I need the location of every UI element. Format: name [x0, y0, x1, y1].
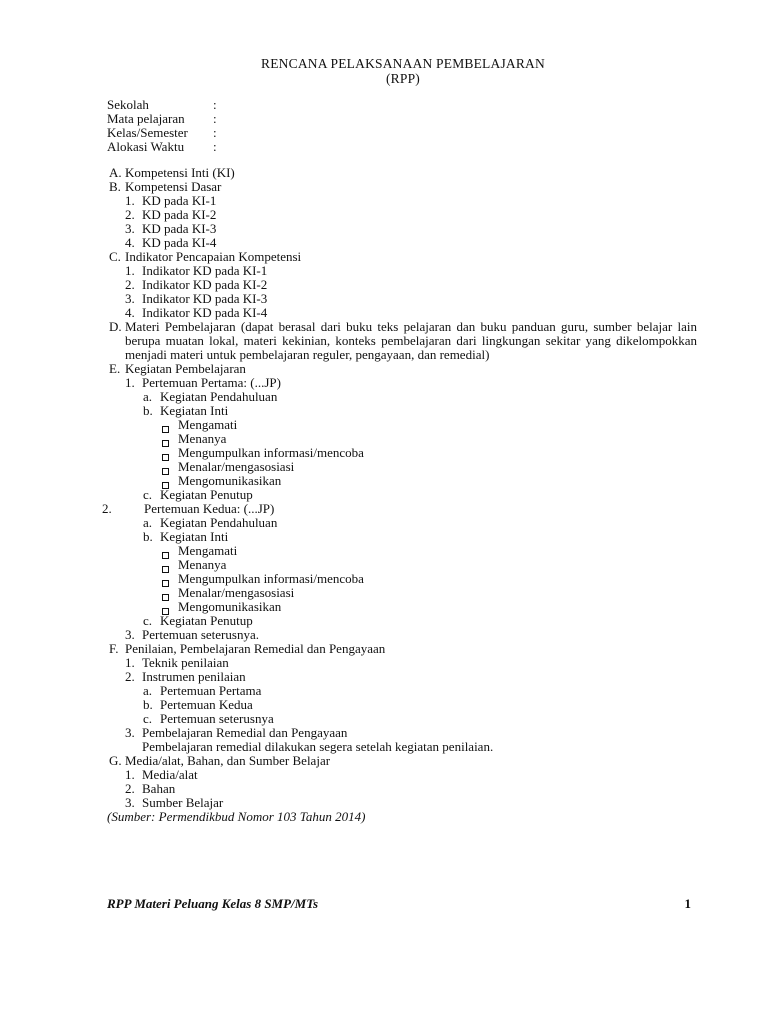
identity-row — [107, 112, 697, 126]
step-item — [107, 418, 697, 432]
item-text: KD pada KI-3 — [142, 221, 217, 236]
footer-text: RPP Materi Peluang Kelas 8 SMP/MTs — [107, 896, 319, 911]
item-text: Teknik penilaian — [142, 655, 229, 670]
page-number: 1 — [684, 896, 691, 911]
step-item — [107, 558, 697, 572]
section-marker: E. — [109, 361, 121, 376]
item-marker: 1. — [125, 193, 135, 208]
step-item — [107, 572, 697, 586]
list-item — [107, 292, 697, 306]
item-text: Indikator KD pada KI-1 — [142, 263, 268, 278]
page-footer — [107, 896, 691, 912]
list-item — [107, 236, 697, 250]
step-item — [107, 586, 697, 600]
identity-colon: : — [213, 125, 217, 140]
list-item — [107, 306, 697, 320]
section-marker: D. — [109, 319, 122, 334]
list-item — [107, 670, 697, 684]
sub-text: Kegiatan Pendahuluan — [160, 515, 278, 530]
sub-marker: a. — [143, 389, 153, 404]
sub-text: Kegiatan Penutup — [160, 487, 253, 502]
identity-label: Kelas/Semester — [107, 125, 188, 140]
sub-marker: a. — [143, 683, 153, 698]
section-heading: Kompetensi Inti (KI) — [125, 165, 235, 180]
item-text: Pembelajaran Remedial dan Pengayaan — [142, 725, 348, 740]
item-text: KD pada KI-2 — [142, 207, 217, 222]
step-item — [107, 474, 697, 488]
list-item — [107, 208, 697, 222]
sub-item — [107, 404, 697, 418]
identity-row — [107, 126, 697, 140]
item-marker: 1. — [125, 263, 135, 278]
section-marker: G. — [109, 753, 122, 768]
item-text: Instrumen penilaian — [142, 669, 246, 684]
list-item — [107, 222, 697, 236]
identity-label: Alokasi Waktu — [107, 139, 185, 154]
sub-item — [107, 530, 697, 544]
item-marker: 4. — [125, 305, 135, 320]
identity-row — [107, 140, 697, 154]
item-text: Indikator KD pada KI-3 — [142, 291, 268, 306]
item-text: Indikator KD pada KI-2 — [142, 277, 268, 292]
list-item — [107, 768, 697, 782]
sub-item — [107, 516, 697, 530]
identity-colon: : — [213, 139, 217, 154]
step-text: Menalar/mengasosiasi — [178, 585, 295, 600]
list-item — [107, 264, 697, 278]
item-marker: 1. — [125, 375, 135, 390]
section-paragraph: Materi Pembelajaran (dapat berasal dari buku teks pelajaran dan buku panduan guru, sumber belajar lain berupa muatan lokal, materi kekinian, konteks pembelajaran dari lingkungan sekitar yang dikelompokkan menjadi materi untuk pembelajaran reguler, pengayaan, dan remedial) — [125, 319, 697, 362]
step-text: Mengomunikasikan — [178, 599, 282, 614]
item-marker: 2. — [125, 207, 135, 222]
section-marker: A. — [109, 165, 122, 180]
section-e — [107, 362, 697, 376]
item-text: KD pada KI-1 — [142, 193, 217, 208]
list-item — [107, 194, 697, 208]
sub-marker: c. — [143, 487, 153, 502]
section-b — [107, 180, 697, 194]
section-marker: F. — [109, 641, 119, 656]
note-text: Pembelajaran remedial dilakukan segera setelah kegiatan penilaian. — [142, 739, 494, 754]
identity-label: Mata pelajaran — [107, 111, 185, 126]
item-marker: 3. — [125, 627, 135, 642]
item-text: Media/alat — [142, 767, 198, 782]
item-note — [107, 740, 697, 754]
item-marker: 3. — [125, 291, 135, 306]
step-item — [107, 432, 697, 446]
item-marker: 2. — [102, 501, 112, 516]
section-marker: C. — [109, 249, 121, 264]
source-text: (Sumber: Permendikbud Nomor 103 Tahun 2014) — [107, 809, 366, 824]
step-text: Mengomunikasikan — [178, 473, 282, 488]
sub-text: Kegiatan Inti — [160, 403, 229, 418]
item-text: Indikator KD pada KI-4 — [142, 305, 268, 320]
sub-item — [107, 390, 697, 404]
item-text: KD pada KI-4 — [142, 235, 217, 250]
item-marker: 2. — [125, 781, 135, 796]
step-text: Mengamati — [178, 417, 238, 432]
sub-marker: c. — [143, 711, 153, 726]
sub-marker: b. — [143, 697, 153, 712]
section-heading: Penilaian, Pembelajaran Remedial dan Pengayaan — [125, 641, 386, 656]
sub-text: Kegiatan Penutup — [160, 613, 253, 628]
sub-text: Pertemuan Pertama — [160, 683, 262, 698]
sub-text: Pertemuan Kedua — [160, 697, 253, 712]
list-item — [107, 726, 697, 740]
sub-item — [107, 712, 697, 726]
item-text: Bahan — [142, 781, 176, 796]
identity-row — [107, 98, 697, 112]
item-marker: 1. — [125, 767, 135, 782]
sub-marker: b. — [143, 403, 153, 418]
item-text: Pertemuan Kedua: (...JP) — [144, 501, 275, 516]
meeting-item — [107, 376, 697, 390]
sub-text: Kegiatan Pendahuluan — [160, 389, 278, 404]
list-item — [107, 796, 697, 810]
list-item — [107, 278, 697, 292]
section-a — [107, 166, 697, 180]
sub-item — [107, 614, 697, 628]
meeting-item — [107, 628, 697, 642]
sub-marker: c. — [143, 613, 153, 628]
item-text: Pertemuan seterusnya. — [142, 627, 259, 642]
step-item — [107, 544, 697, 558]
document-title: RENCANA PELAKSANAAN PEMBELAJARAN — [261, 56, 545, 71]
sub-marker: a. — [143, 515, 153, 530]
sub-item — [107, 698, 697, 712]
step-item — [107, 446, 697, 460]
item-marker: 2. — [125, 277, 135, 292]
sub-text: Pertemuan seterusnya — [160, 711, 274, 726]
item-marker: 2. — [125, 669, 135, 684]
meeting-item — [102, 501, 697, 516]
source-citation — [107, 810, 697, 824]
section-d — [107, 320, 697, 362]
item-marker: 1. — [125, 655, 135, 670]
item-marker: 3. — [125, 795, 135, 810]
list-item — [107, 656, 697, 670]
step-text: Mengumpulkan informasi/mencoba — [178, 571, 364, 586]
item-text: Pertemuan Pertama: (...JP) — [142, 375, 281, 390]
section-f — [107, 642, 697, 656]
identity-label: Sekolah — [107, 97, 149, 112]
section-heading: Kompetensi Dasar — [125, 179, 222, 194]
sub-marker: b. — [143, 529, 153, 544]
item-text: Sumber Belajar — [142, 795, 224, 810]
section-marker: B. — [109, 179, 121, 194]
identity-colon: : — [213, 111, 217, 126]
step-text: Menanya — [178, 431, 227, 446]
document-subtitle: (RPP) — [385, 71, 420, 86]
sub-item — [107, 684, 697, 698]
section-heading: Kegiatan Pembelajaran — [125, 361, 246, 376]
section-heading: Media/alat, Bahan, dan Sumber Belajar — [125, 753, 331, 768]
item-marker: 3. — [125, 221, 135, 236]
sub-text: Kegiatan Inti — [160, 529, 229, 544]
section-c — [107, 250, 697, 264]
item-marker: 3. — [125, 725, 135, 740]
sub-item — [107, 488, 697, 502]
list-item — [107, 782, 697, 796]
step-text: Menalar/mengasosiasi — [178, 459, 295, 474]
step-item — [107, 600, 697, 614]
step-text: Mengumpulkan informasi/mencoba — [178, 445, 364, 460]
step-text: Mengamati — [178, 543, 238, 558]
identity-colon: : — [213, 97, 217, 112]
step-item — [107, 460, 697, 474]
section-heading: Indikator Pencapaian Kompetensi — [125, 249, 302, 264]
section-g — [107, 754, 697, 768]
item-marker: 4. — [125, 235, 135, 250]
step-text: Menanya — [178, 557, 227, 572]
document-body — [102, 97, 697, 824]
